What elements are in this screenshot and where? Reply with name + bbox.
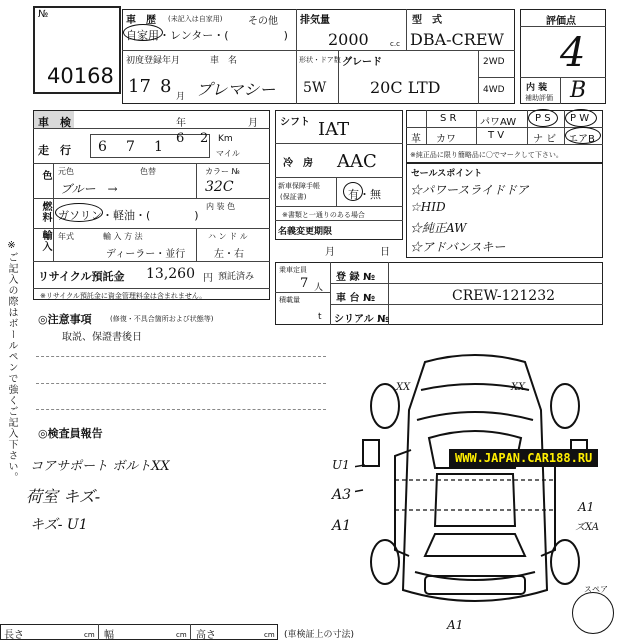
shape-label: 形状・ドア数: [299, 56, 341, 64]
sales-point-3: ☆純正AW: [410, 221, 467, 235]
name-change-label: 名義変更期限: [278, 227, 333, 237]
length-label: 長さ: [4, 630, 24, 641]
mark-xa-right: ズXA: [575, 522, 599, 533]
chassis-label: 車 台 №: [336, 293, 375, 304]
fuel-options: ガソリン・軽油・( ): [58, 209, 199, 222]
import-label: 輸入: [40, 230, 51, 252]
sales-point-4: ☆アドバンスキー: [410, 240, 506, 254]
lot-number: 40168: [47, 64, 114, 88]
mark-a1-left: A1: [332, 518, 352, 534]
fuel-label: 燃料: [40, 201, 51, 223]
mile-unit: マイル: [216, 149, 240, 158]
color-code-label: カラー №: [205, 167, 240, 176]
fuel-circle: [55, 203, 103, 222]
footer-dimensions: [0, 624, 278, 640]
inspection-label: 車 検: [38, 116, 71, 129]
spare-tire: [572, 592, 614, 634]
grade-name-label: グレード: [342, 57, 382, 68]
load-label: 積載量: [279, 296, 300, 304]
inspector-line-2: 荷室 キズ-: [26, 487, 101, 506]
color-change-label: 色替: [140, 167, 156, 176]
import-route-label: 輸 入 方 法: [103, 232, 143, 241]
drive-4wd: 4WD: [483, 85, 505, 95]
import-route-value: ディーラー・並行: [106, 249, 186, 260]
sales-points-title: セールスポイント: [411, 169, 483, 179]
eq-ka: カワ: [436, 134, 456, 145]
mark-a3: A3: [332, 487, 352, 503]
km-unit: Km: [218, 134, 233, 144]
car-diagram: [355, 350, 595, 610]
name-change-month: 月: [325, 247, 335, 258]
model-label: 型 式: [412, 15, 442, 26]
ac-value: AAC: [337, 151, 377, 172]
car-name-label: 車 名: [210, 56, 238, 66]
mileage-digit-2: 7: [126, 139, 135, 155]
inspector-line-3: キズ- U1: [30, 517, 88, 533]
handle-value: 左・右: [214, 249, 244, 260]
load-unit: t: [318, 312, 322, 322]
usage-circle: [123, 24, 163, 41]
interior-label: 内 装: [526, 83, 548, 93]
eq-sr: S R: [440, 113, 457, 124]
history-label: 車 歴: [126, 15, 156, 26]
inspector-title: ◎検査員報告: [38, 427, 103, 440]
capacity-value: 7: [300, 276, 309, 291]
inspector-line-1: コアサポート ボルトXX: [30, 459, 170, 474]
recycle-status: 預託済み: [218, 272, 255, 282]
reg-label: 登 録 №: [336, 272, 375, 283]
drive-2wd: 2WD: [483, 57, 505, 67]
watermark: WWW.JAPAN.CAR188.RU: [449, 449, 598, 467]
grade-label: 評価点: [546, 16, 576, 27]
insp-year-label: 年: [176, 118, 186, 129]
lot-number-box: [33, 6, 121, 94]
eq-navi: ナ ビ: [533, 134, 557, 145]
car-name-value: プレマシー: [196, 80, 276, 99]
manual-value: 有・無: [348, 188, 381, 201]
insp-month-label: 月: [248, 118, 258, 129]
notes-title-sub: (修復・不具合箇所および状態等): [110, 315, 214, 323]
mark-a1-bottom: A1: [447, 618, 464, 632]
side-instruction: ※ご記入の際はボールペンで強くご記入下さい。: [6, 240, 17, 483]
history-note: (未記入は自家用): [168, 15, 223, 23]
interior-color-label: 内 装 色: [206, 202, 236, 211]
length-unit: cm: [84, 631, 95, 639]
height-unit: cm: [264, 631, 275, 639]
displacement-value: 2000: [328, 30, 369, 49]
sales-point-1: ☆パワースライドドア: [410, 183, 529, 197]
recycle-unit: 円: [203, 273, 213, 284]
eq-note: ※純正品に限り簡略品に〇でマークして下さい。: [410, 151, 563, 159]
name-change-day: 日: [380, 247, 390, 258]
year-value: 17: [128, 76, 151, 97]
shape-value: 5W: [303, 80, 327, 96]
import-year: 年式: [58, 232, 74, 241]
mileage-label: 走 行: [38, 144, 71, 157]
recycle-value: 13,260: [146, 266, 195, 282]
mark-xx-left: XX: [396, 382, 411, 393]
month-unit: 月: [176, 92, 186, 102]
width-unit: cm: [176, 631, 187, 639]
grade-value: 4: [560, 30, 586, 76]
mark-xx-right: XX: [511, 382, 526, 393]
mark-a1-right: A1: [578, 500, 595, 514]
shift-value: IAT: [318, 119, 350, 140]
displacement-label: 排気量: [300, 15, 330, 26]
eq-pw-label: パワAW: [480, 117, 517, 128]
color-code: 32C: [205, 179, 234, 195]
month-value: 8: [160, 76, 172, 97]
manual-sub: (保証書): [280, 193, 307, 201]
serial-label: シリアル №: [334, 314, 390, 325]
height-label: 高さ: [196, 630, 216, 641]
shift-label: シフト: [280, 117, 310, 128]
manual-circle: [343, 182, 363, 201]
recycle-label: リサイクル預託金: [38, 270, 125, 283]
usage-options: 自家用・レンター・( ): [126, 29, 288, 42]
handle-label: ハ ン ド ル: [208, 232, 248, 241]
chassis-value: CREW-121232: [452, 288, 556, 304]
spare-label: スペア: [584, 585, 608, 594]
eq-pw: P W: [570, 113, 590, 124]
notes-title: ◎注意事項: [38, 313, 92, 326]
width-label: 幅: [104, 630, 114, 641]
capacity-label: 乗車定員: [279, 266, 307, 274]
mileage-digit-5: 2: [200, 131, 209, 146]
eq-pw-circle: [565, 109, 597, 127]
grade-name-value: 20C LTD: [370, 78, 441, 97]
capacity-unit: 人: [314, 283, 324, 293]
notes-line-1: 取説、保證書後日: [62, 332, 142, 343]
model-value: DBA-CREW: [410, 30, 504, 49]
manual-label: 新車保障手帳: [278, 182, 320, 190]
mileage-digit-1: 6: [98, 139, 107, 155]
manual-note: ※書類と一通りのある場合: [282, 211, 365, 219]
eq-leather: 革: [411, 134, 421, 145]
color-value: ブルー →: [60, 182, 118, 196]
history-other: その他: [248, 16, 278, 27]
lot-label: №: [38, 9, 49, 20]
displacement-unit: c.c: [390, 40, 400, 48]
interior-value: B: [570, 78, 587, 103]
mark-u1: U1: [332, 458, 350, 472]
interior-sub: 補助評価: [525, 94, 553, 102]
mileage-digit-3: 1: [154, 139, 163, 155]
color-label: 色: [40, 170, 51, 181]
color-original-label: 元色: [58, 167, 74, 176]
eq-ps-circle: [528, 109, 558, 127]
mileage-digit-4: 6: [176, 131, 185, 146]
eq-airbag: エアB: [568, 134, 595, 145]
mileage-digits: [90, 134, 210, 158]
first-reg-label: 初度登録年月: [126, 56, 181, 66]
footer-note: (車検証上の寸法): [284, 630, 355, 640]
ac-label: 冷 房: [283, 158, 313, 169]
sales-point-2: ☆HID: [410, 200, 446, 214]
eq-ps: P S: [535, 113, 551, 124]
recycle-note: ※リサイクル預託金に資金管理料金は含まれません。: [40, 292, 207, 300]
eq-tv: T V: [488, 130, 505, 141]
eq-airbag-circle: [565, 127, 601, 144]
